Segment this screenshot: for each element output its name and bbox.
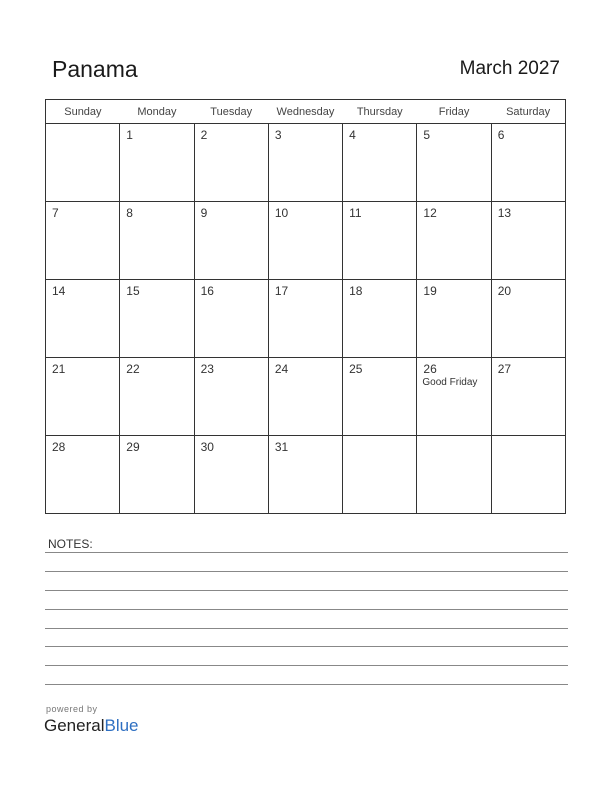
weekday-thursday: Thursday — [343, 100, 417, 124]
country-title: Panama — [52, 56, 138, 82]
day-cell — [343, 202, 417, 280]
day-number: 15 — [126, 284, 140, 298]
note-line — [45, 646, 568, 647]
day-number: 31 — [274, 440, 289, 454]
day-cell — [46, 280, 120, 358]
note-line — [45, 552, 568, 553]
day-number: 25 — [349, 362, 363, 376]
day-number: 19 — [423, 284, 437, 298]
note-line — [45, 571, 568, 572]
day-number: 21 — [52, 362, 66, 376]
day-cell — [343, 436, 417, 514]
brand-blue: Blue — [104, 716, 139, 735]
day-number: 3 — [274, 128, 282, 142]
day-cell — [120, 202, 194, 280]
day-cell — [268, 202, 342, 280]
note-line — [45, 609, 568, 610]
day-cell — [194, 280, 268, 358]
day-number: 8 — [126, 206, 133, 220]
day-number: 12 — [423, 206, 437, 220]
day-cell — [343, 124, 417, 202]
powered-by-text: powered by — [46, 704, 98, 714]
holiday-label: Good Friday — [422, 377, 478, 388]
day-cell — [120, 124, 194, 202]
notes-label: NOTES: — [48, 537, 93, 551]
week-row — [46, 280, 566, 358]
day-cell — [120, 436, 194, 514]
day-cell — [194, 436, 268, 514]
weekday-sunday: Sunday — [46, 100, 120, 124]
day-number: 16 — [200, 284, 214, 298]
day-cell — [417, 436, 491, 514]
day-cell — [194, 358, 268, 436]
day-cell — [194, 202, 268, 280]
day-cell — [343, 358, 417, 436]
day-cell — [46, 436, 120, 514]
day-cell — [491, 436, 565, 514]
day-cell — [194, 124, 268, 202]
day-number: 2 — [200, 128, 208, 142]
day-number: 20 — [497, 284, 512, 298]
day-number: 17 — [274, 284, 289, 298]
day-number: 23 — [200, 362, 214, 376]
day-cell — [268, 436, 342, 514]
day-number: 1 — [126, 128, 133, 142]
weekday-wednesday: Wednesday — [268, 100, 342, 124]
day-cell — [343, 280, 417, 358]
day-number: 24 — [274, 362, 289, 376]
day-number: 11 — [349, 206, 362, 220]
month-year-title: March 2027 — [459, 58, 560, 79]
day-cell — [417, 358, 491, 436]
weekday-header-row — [46, 100, 566, 124]
day-cell — [417, 202, 491, 280]
day-number: 9 — [200, 206, 208, 220]
day-cell — [491, 280, 565, 358]
day-number: 22 — [126, 362, 140, 376]
note-line — [45, 628, 568, 629]
day-number: 10 — [274, 206, 289, 220]
day-cell — [417, 124, 491, 202]
day-cell — [46, 358, 120, 436]
day-number: 13 — [497, 206, 512, 220]
day-number: 29 — [126, 440, 140, 454]
day-cell — [46, 124, 120, 202]
generalblue-logo[interactable] — [44, 716, 139, 736]
weekday-saturday: Saturday — [491, 100, 565, 124]
brand-general: General — [44, 716, 105, 735]
week-row — [46, 436, 566, 514]
day-cell — [491, 202, 565, 280]
day-cell — [417, 280, 491, 358]
day-cell — [46, 202, 120, 280]
day-cell — [491, 124, 565, 202]
day-number: 28 — [52, 440, 66, 454]
day-number: 27 — [497, 362, 512, 376]
day-number: 4 — [349, 128, 356, 142]
day-cell — [268, 124, 342, 202]
day-number: 14 — [52, 284, 66, 298]
day-number: 7 — [52, 206, 59, 220]
day-cell — [120, 280, 194, 358]
day-number: 6 — [497, 128, 505, 142]
calendar-grid — [45, 99, 566, 514]
week-row — [46, 202, 566, 280]
note-line — [45, 590, 568, 591]
week-row — [46, 124, 566, 202]
week-row — [46, 358, 566, 436]
day-cell — [268, 358, 342, 436]
day-number: 30 — [200, 440, 214, 454]
day-number: 18 — [349, 284, 363, 298]
weekday-friday: Friday — [417, 100, 491, 124]
weekday-monday: Monday — [120, 100, 194, 124]
weekday-tuesday: Tuesday — [194, 100, 268, 124]
note-line — [45, 684, 568, 685]
day-number: 5 — [423, 128, 431, 142]
day-cell — [491, 358, 565, 436]
note-line — [45, 665, 568, 666]
day-cell — [120, 358, 194, 436]
day-number: 26 — [423, 362, 437, 376]
day-cell — [268, 280, 342, 358]
